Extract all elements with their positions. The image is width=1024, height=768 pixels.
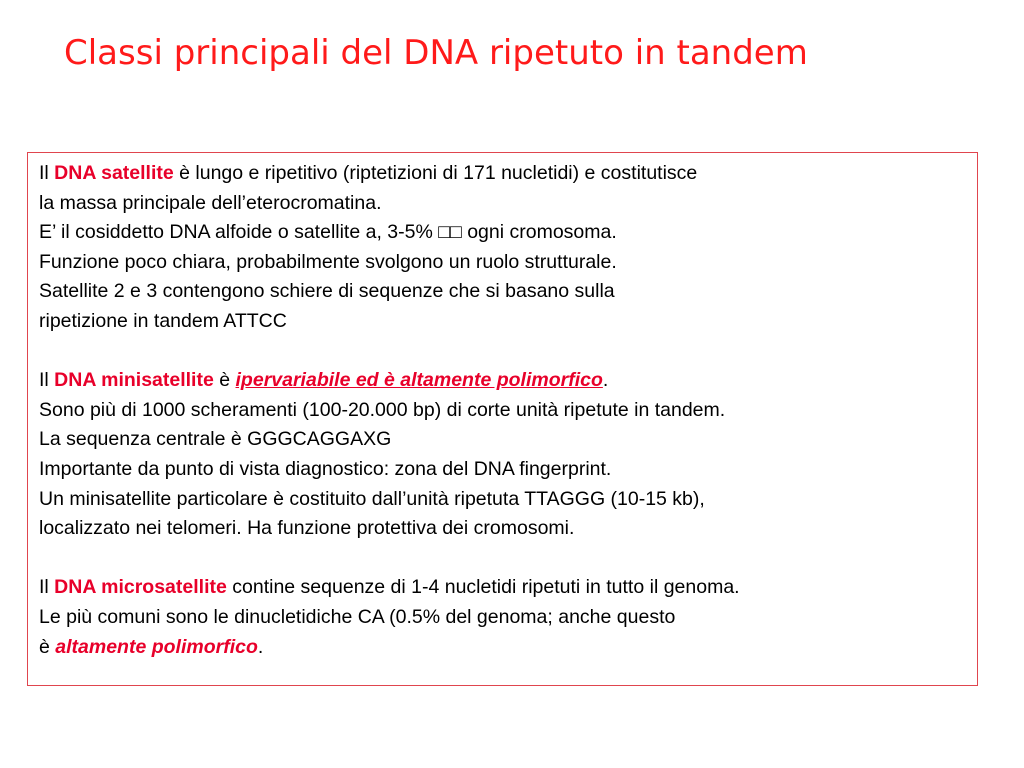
satellite-line-3: E’ il cosiddetto DNA alfoide o satellite a, 3-5% □□ ogni cromosoma. [39,221,617,244]
minisatellite-term: DNA minisatellite [54,369,214,392]
satellite-line-5: Satellite 2 e 3 contengono schiere di sequenze che si basano sulla [39,280,615,303]
minisatellite-line-3: La sequenza centrale è GGGCAGGAXG [39,428,392,451]
content-box [27,152,978,686]
satellite-line-1 [39,159,977,189]
microsatellite-prefix: Il [39,576,55,599]
minisatellite-line-6: localizzato nei telomeri. Ha funzione protettiva dei cromosomi. [39,517,575,540]
satellite-line-4: Funzione poco chiara, probabilmente svolgono un ruolo strutturale. [39,250,617,273]
satellite-line-2: la massa principale dell’eterocromatina. [39,191,382,214]
minisatellite-line-5: Un minisatellite particolare è costituito dall’unità ripetuta TTAGGG (10-15 kb), [39,487,705,510]
microsatellite-line-3 [39,633,977,663]
minisatellite-prefix: Il [39,369,55,392]
minisatellite-line-4: Importante da punto di vista diagnostico: zona del DNA fingerprint. [39,457,612,480]
satellite-term: DNA satellite [54,162,174,184]
satellite-prefix: Il [39,162,55,184]
microsatellite-line-1 [39,573,977,603]
satellite-description: è lungo e ripetitivo (riptetizioni di 171 nucletidi) e costitutisce [173,162,698,184]
microsatellite-emphasis: altamente polimorfico [55,635,258,658]
microsatellite-prefix-2: è [39,635,56,658]
slide-title: Classi principali del DNA ripetuto in tandem [64,33,808,73]
section-spacer [39,544,977,574]
minisatellite-mid: è [213,369,236,392]
minisatellite-emphasis: ipervariabile ed è altamente polimorfico [235,369,603,392]
microsatellite-line-2: Le più comuni sono le dinucletidiche CA (0.5% del genoma; anche questo [39,605,676,628]
microsatellite-end: . [257,635,264,658]
microsatellite-term: DNA microsatellite [54,576,227,599]
minisatellite-end: . [602,369,609,392]
satellite-line-6: ripetizione in tandem ATTCC [39,309,287,332]
minisatellite-line-2: Sono più di 1000 scheramenti (100-20.000 bp) di corte unità ripetute in tandem. [39,398,726,421]
minisatellite-line-1 [39,366,977,396]
section-spacer [39,337,977,367]
microsatellite-description: contine sequenze di 1-4 nucletidi ripetuti in tutto il genoma. [226,576,740,599]
